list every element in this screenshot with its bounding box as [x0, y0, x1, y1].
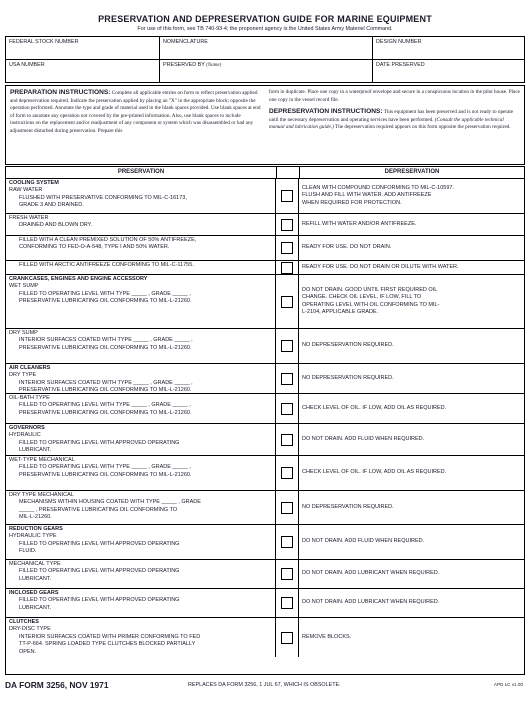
preservation-text: PRESERVATIVE LUBRICATING OIL CONFORMING TO MIL-L-21260.	[19, 409, 192, 416]
preserved-by-field[interactable]	[159, 60, 372, 82]
preservation-cell	[6, 456, 276, 490]
preservation-text: PRESERVATIVE LUBRICATING OIL CONFORMING TO MIL-L-21260.	[19, 298, 192, 305]
table-row	[6, 618, 524, 657]
depreservation-text: NO DEPRESERVATION REQUIRED.	[302, 503, 394, 510]
subsection-label: RAW WATER	[9, 187, 43, 194]
check-cell	[276, 618, 299, 657]
depreservation-cell	[299, 179, 524, 213]
preserved-by-label: PRESERVED BY	[163, 62, 205, 68]
depreservation-cell	[299, 491, 524, 524]
operation-checkbox[interactable]	[281, 340, 293, 352]
preservation-text: OPEN.	[19, 648, 37, 655]
check-cell	[276, 525, 299, 559]
subsection-label: FRESH WATER	[9, 215, 49, 221]
preservation-text: FLUSHED WITH PRESERVATIVE CONFORMING TO MIL-C-16173,	[19, 194, 187, 201]
instructions-right	[265, 86, 524, 164]
depreservation-text: CHECK LEVEL OF OIL. IF LOW, ADD OIL AS REQUIRED.	[302, 404, 447, 411]
check-cell	[276, 179, 299, 213]
depreservation-cell	[299, 394, 524, 423]
preservation-cell	[6, 236, 276, 260]
preservation-cell	[6, 214, 276, 235]
preservation-cell	[6, 179, 276, 213]
section-heading: CRANKCASES, ENGINES AND ENGINE ACCESSORY	[9, 276, 148, 282]
depreservation-text: CHANGE. CHECK OIL LEVEL, IF LOW, FILL TO	[302, 294, 422, 301]
preservation-text: PRESERVATIVE LUBRICATING OIL CONFORMING TO MIL-L-21260.	[19, 387, 192, 394]
table-row	[6, 589, 524, 618]
operation-checkbox[interactable]	[281, 296, 293, 308]
design-number-field[interactable]	[372, 37, 524, 59]
preservation-cell	[6, 618, 276, 657]
subsection-label: WET-TYPE MECHANICAL	[9, 457, 75, 463]
preservation-text: FILLED TO OPERATING LEVEL WITH TYPE _____ , GRADE _____ ,	[19, 290, 191, 297]
depreservation-text: DO NOT DRAIN. ADD LUBRICANT WHEN REQUIRED.	[302, 570, 440, 577]
depreservation-text: DO NOT DRAIN. ADD LUBRICANT WHEN REQUIRED.	[302, 599, 440, 606]
footer	[5, 680, 525, 692]
check-cell	[276, 394, 299, 423]
table-body	[6, 179, 524, 657]
preservation-cell	[6, 525, 276, 559]
header-fields	[5, 36, 525, 83]
table-row	[6, 179, 524, 214]
section-heading: REDUCTION GEARS	[9, 526, 63, 532]
preservation-text: PRESERVATIVE LUBRICATING OIL CONFORMING TO MIL-L-21260.	[19, 344, 192, 351]
preserved-by-hint: (Name)	[206, 63, 222, 68]
subsection-label: DRY TYPE MECHANICAL	[9, 492, 74, 498]
table-row	[6, 491, 524, 525]
depreservation-cell	[299, 589, 524, 617]
check-column-header	[277, 167, 300, 178]
preservation-cell	[6, 261, 276, 274]
depreservation-cell	[299, 560, 524, 588]
dep-heading: DEPRESERVATION INSTRUCTIONS:	[269, 108, 383, 116]
preservation-cell	[6, 424, 276, 455]
preservation-text: FILLED TO OPERATING LEVEL WITH APPROVED OPERATING	[19, 439, 180, 446]
check-cell	[276, 275, 299, 328]
table-row	[6, 394, 524, 424]
form-number: DA FORM 3256, NOV 1971	[5, 680, 109, 690]
depreservation-cell	[299, 364, 524, 393]
depreservation-text: READY FOR USE. DO NOT DRAIN OR DILUTE WITH WATER.	[302, 263, 459, 270]
preservation-text: LUBRICANT.	[19, 604, 52, 611]
date-preserved-field[interactable]	[372, 60, 524, 82]
table-row	[6, 525, 524, 560]
check-cell	[276, 424, 299, 455]
subsection-label: MECHANICAL TYPE	[9, 561, 61, 567]
operation-checkbox[interactable]	[281, 434, 293, 446]
preservation-text: TT-P-664. SPRING LOADED TYPE CLUTCHES BLOCKED PARTIALLY	[19, 641, 196, 648]
preservation-text: FILLED TO OPERATING LEVEL WITH TYPE _____ , GRADE _____ ,	[19, 464, 191, 471]
subsection-label: HYDRAULIC TYPE	[9, 533, 57, 540]
preservation-text: INTERIOR SURFACES COATED WITH PRIMER CONFORMING TO FED	[19, 633, 201, 640]
operation-checkbox[interactable]	[281, 568, 293, 580]
table-row	[6, 560, 524, 589]
preservation-text: INTERIOR SURFACES COATED WITH TYPE _____ , GRADE _____ ,	[19, 379, 193, 386]
usa-number-field[interactable]	[6, 60, 159, 82]
depreservation-text: DO NOT DRAIN. GOOD UNTIL FIRST REQUIRED OIL	[302, 286, 438, 293]
dep-text-italic: (Consult the applicable technical manual and lubrication guide.)	[269, 116, 504, 131]
depreservation-text: CHECK LEVEL OF OIL. IF LOW, ADD OIL AS REQUIRED.	[302, 469, 447, 476]
check-cell	[276, 261, 299, 274]
depreservation-text: REFILL WITH WATER AND/OR ANTIFREEZE.	[302, 220, 417, 227]
federal-stock-number-label: FEDERAL STOCK NUMBER	[9, 39, 79, 45]
depreservation-column-header: DEPRESERVATION	[384, 169, 440, 175]
preservation-text: LUBRICANT.	[19, 575, 52, 582]
check-cell	[276, 236, 299, 260]
check-cell	[276, 329, 299, 363]
replaces-note: REPLACES DA FORM 3256, 1 JUL 67, WHICH IS OBSOLETE.	[188, 682, 341, 688]
preservation-text: FILLED WITH ARCTIC ANTIFREEZE CONFORMING TO MIL-C-11755.	[19, 262, 194, 268]
depreservation-text: DO NOT DRAIN. ADD FLUID WHEN REQUIRED.	[302, 435, 425, 442]
instructions-left	[6, 86, 265, 164]
preservation-text: FILLED WITH A CLEAN PREMIXED SOLUTION OF 50% ANTIFREEZE,	[19, 237, 197, 243]
table-row	[6, 456, 524, 491]
preservation-text: FILLED TO OPERATING LEVEL WITH APPROVED OPERATING	[19, 597, 180, 604]
preservation-text: FILLED TO OPERATING LEVEL WITH APPROVED OPERATING	[19, 568, 180, 575]
operation-checkbox[interactable]	[281, 262, 293, 274]
preservation-cell	[6, 560, 276, 588]
depreservation-cell	[299, 618, 524, 657]
check-cell	[276, 589, 299, 617]
section-heading: COOLING SYSTEM	[9, 180, 59, 186]
usa-number-label: USA NUMBER	[9, 62, 45, 68]
preservation-cell	[6, 491, 276, 524]
table-row	[6, 214, 524, 236]
operation-checkbox[interactable]	[281, 403, 293, 415]
table-row	[6, 275, 524, 329]
preservation-text: PRESERVATIVE LUBRICATING OIL CONFORMING TO MIL-L-21260.	[19, 471, 192, 478]
check-cell	[276, 560, 299, 588]
section-heading: INCLOSED GEARS	[9, 590, 59, 596]
depreservation-text: READY FOR USE. DO NOT DRAIN.	[302, 244, 392, 251]
depreservation-cell	[299, 329, 524, 363]
preservation-cell	[6, 394, 276, 423]
depreservation-cell	[299, 424, 524, 455]
depreservation-text: NO DEPRESERVATION REQUIRED.	[302, 342, 394, 349]
operation-checkbox[interactable]	[281, 373, 293, 385]
preservation-cell	[6, 589, 276, 617]
preservation-text: CONFORMING TO FED-O-A-548, TYPE I AND 50% WATER.	[19, 244, 170, 251]
depreservation-cell	[299, 275, 524, 328]
table-row	[6, 329, 524, 364]
subsection-label: WET SUMP	[9, 283, 39, 290]
section-heading: GOVERNORS	[9, 425, 45, 431]
form-title: PRESERVATION AND DEPRESERVATION GUIDE FOR MARINE EQUIPMENT	[98, 14, 432, 24]
apd-version: APD LC v1.00	[493, 682, 523, 687]
depreservation-text: REMOVE BLOCKS.	[302, 633, 352, 640]
prep-text: Complete all applicable entries on form to reflect preservation applied and depreservation required. Indicate the preservation applied by placing an "X" in the appropriate block; opposite the operation performed. Annotate the type and grade of material used in the blank spaces provided. Use blank spaces at end of form to annotate any operation not covered by the pre-printed information. Also, use blank spaces to include instructions on the replacement and/or readjustment of any component or system which was disassembled or had any adjustment disturbed during preservation. Prepare this	[10, 90, 261, 134]
subsection-label: OIL-BATH TYPE	[9, 395, 50, 401]
operation-checkbox[interactable]	[281, 190, 293, 202]
prep-text-cont: form in duplicate. Place one copy in a waterproof envelope and secure in a conspicuous location in the pilot house. Place one copy in the vessel record file.	[269, 89, 520, 103]
preservation-text: _____ , PRESERVATIVE LUBRICATING OIL CONFORMING TO	[19, 506, 178, 513]
form-subtitle: For use of this form, see TB 740-93-4; the proponent agency is the United States Army Materiel Command.	[137, 26, 393, 32]
preservation-text: MECHANISMS WITHIN HOUSING COATED WITH TYPE _____ , GRADE	[19, 499, 201, 506]
table-row	[6, 364, 524, 394]
table-header	[6, 167, 524, 179]
preservation-text: GRADE 3 AND DRAINED.	[19, 202, 84, 209]
section-heading: AIR CLEANERS	[9, 365, 51, 371]
design-number-label: DESIGN NUMBER	[376, 39, 422, 45]
operation-checkbox[interactable]	[281, 536, 293, 548]
prep-heading: PREPARATION INSTRUCTIONS:	[10, 89, 111, 96]
depreservation-text: CLEAN WITH COMPOUND CONFORMING TO MIL-C-10597.	[302, 184, 454, 191]
depreservation-cell	[299, 525, 524, 559]
instructions-block	[5, 85, 525, 165]
preservation-cell	[6, 364, 276, 393]
depreservation-text: NO DEPRESERVATION REQUIRED.	[302, 374, 394, 381]
header-row-2	[6, 60, 524, 82]
table-row	[6, 261, 524, 275]
preservation-text: INTERIOR SURFACES COATED WITH TYPE _____ , GRADE _____ ,	[19, 337, 193, 344]
preservation-text: FILLED TO OPERATING LEVEL WITH TYPE _____ , GRADE _____ ,	[19, 402, 191, 409]
table-row	[6, 236, 524, 261]
operation-checkbox[interactable]	[281, 632, 293, 644]
check-cell	[276, 364, 299, 393]
date-preserved-label: DATE PRESERVED	[376, 62, 425, 68]
guide-table	[5, 166, 525, 675]
depreservation-cell	[299, 456, 524, 490]
subsection-label: DRY SUMP	[9, 330, 38, 336]
depreservation-text: L-2104, APPLICABLE GRADE.	[302, 308, 379, 315]
preservation-cell	[6, 329, 276, 363]
operation-checkbox[interactable]	[281, 467, 293, 479]
section-heading: CLUTCHES	[9, 619, 39, 625]
preservation-text: FLUID.	[19, 548, 37, 555]
subsection-label: HYDRAULIC	[9, 432, 41, 439]
operation-checkbox[interactable]	[281, 597, 293, 609]
operation-checkbox[interactable]	[281, 242, 293, 254]
preservation-text: MIL-L-21260.	[19, 514, 52, 521]
table-row	[6, 424, 524, 456]
preservation-text: LUBRICANT.	[19, 447, 52, 454]
federal-stock-number-field[interactable]	[6, 37, 159, 59]
preservation-column-header: PRESERVATION	[6, 167, 277, 178]
dep-text-a: This equipment has been preserved and is not ready to operate until the necessary depreservation and operating services have been performed.	[269, 109, 514, 123]
depreservation-text: FLUSH AND FILL WITH WATER. ADD ANTIFREEZE	[302, 192, 432, 199]
depreservation-text: OPERATING LEVEL WITH OIL CONFORMING TO MIL-	[302, 301, 440, 308]
depreservation-cell	[299, 214, 524, 235]
header-row-1	[6, 37, 524, 60]
subsection-label: DRY-DISC TYPE	[9, 626, 51, 633]
operation-checkbox[interactable]	[281, 502, 293, 514]
preservation-text: FILLED TO OPERATING LEVEL WITH APPROVED OPERATING	[19, 540, 180, 547]
preservation-text: DRAINED AND BLOWN DRY.	[19, 222, 93, 229]
nomenclature-field[interactable]	[159, 37, 372, 59]
check-cell	[276, 491, 299, 524]
dep-text-b: The depreservation required appears on this form opposite the preservation required.	[335, 124, 511, 131]
subsection-label: DRY TYPE	[9, 372, 37, 379]
depreservation-cell	[299, 261, 524, 274]
nomenclature-label: NOMENCLATURE	[163, 39, 208, 45]
preservation-cell	[6, 275, 276, 328]
check-cell	[276, 214, 299, 235]
depreservation-text: WHEN REQUIRED FOR PROTECTION.	[302, 199, 402, 206]
operation-checkbox[interactable]	[281, 219, 293, 231]
depreservation-text: DO NOT DRAIN. ADD FLUID WHEN REQUIRED.	[302, 538, 425, 545]
check-cell	[276, 456, 299, 490]
depreservation-cell	[299, 236, 524, 260]
